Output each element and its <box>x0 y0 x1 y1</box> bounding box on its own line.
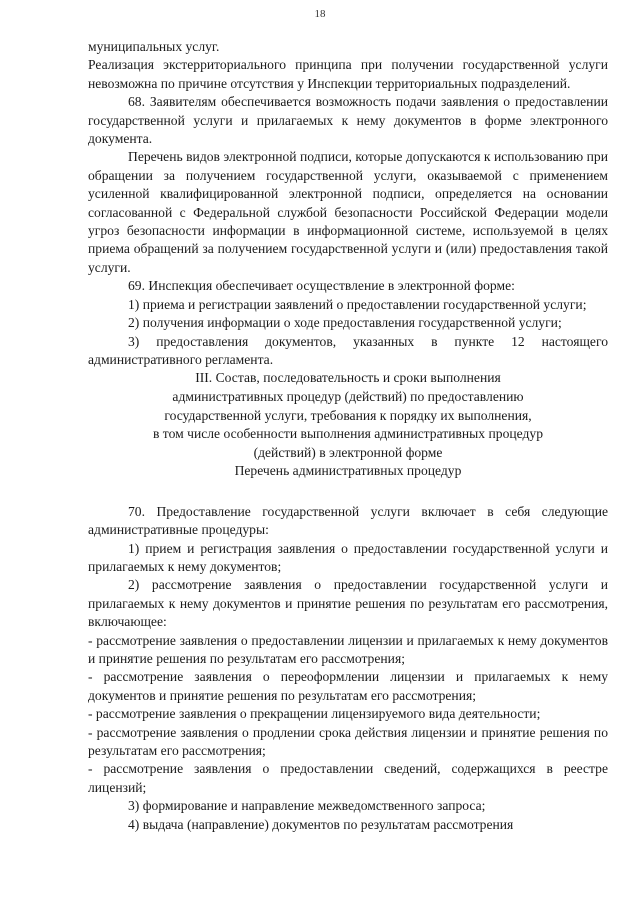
paragraph-70: 70. Предоставление государственной услуги включает в себя следующие административные процедуры: <box>88 503 608 538</box>
list-item: 1) приема и регистрации заявлений о предоставлении государственной услуги; <box>128 296 587 312</box>
list-item: 3) предоставления документов, указанных в пункте 12 настоящего административного регламента. <box>88 333 608 367</box>
list-item: 2) рассмотрение заявления о предоставлении государственной услуги и прилагаемых к нему документов и принятие решения по результатам его рассмотрения, включающее: <box>88 577 608 630</box>
paragraph: муниципальных услуг. <box>88 39 220 54</box>
paragraph: Перечень видов электронной подписи, которые допускаются к использованию при обращении за получением государственной услуги, оказываемой с применением усиленной квалифицированной электронной подписи, определяется на основании согласованной с Федеральной службой безопасности Российской Федерации модели угроз безопасности информации в информационной системе, используемой в целях приема обращений за получением государственной услуги и (или) предоставления такой услуги. <box>88 149 608 275</box>
list-item: 1) прием и регистрация заявления о предоставлении государственной услуги и прилагаемых к нему документов; <box>88 540 608 574</box>
dash-item: - рассмотрение заявления о предоставлении лицензии и прилагаемых к нему документов и принятие решения по результатам его рассмотрения; <box>88 632 608 666</box>
section-title-line: (действий) в электронной форме <box>253 444 443 460</box>
section-title <box>88 369 608 462</box>
dash-item: - рассмотрение заявления о прекращении лицензируемого вида деятельности; <box>88 706 541 722</box>
dash-item: - рассмотрение заявления о переоформлении лицензии и прилагаемых к нему документов и принятие решения по результатам его рассмотрения; <box>88 669 608 703</box>
section-subtitle: Перечень административных процедур <box>234 463 462 479</box>
page-number: 18 <box>314 8 326 20</box>
section-title-line: государственной услуги, требования к порядку их выполнения, <box>164 407 532 423</box>
list-item: 2) получения информации о ходе предоставления государственной услуги; <box>128 315 562 331</box>
paragraph-69: 69. Инспекция обеспечивает осуществление в электронной форме: <box>128 278 515 294</box>
dash-item: - рассмотрение заявления о предоставлении сведений, содержащихся в реестре лицензий; <box>88 761 608 795</box>
paragraph-68: 68. Заявителям обеспечивается возможность подачи заявления о предоставлении государственной услуги и прилагаемых к нему документов в форме электронного документа. <box>88 94 608 147</box>
dash-item: - рассмотрение заявления о продлении срока действия лицензии и принятие решения по результатам его рассмотрения; <box>88 724 608 758</box>
paragraph: Реализация экстерриториального принципа при получении государственной услуги невозможна по причине отсутствия у Инспекции территориальных подразделений. <box>88 57 608 91</box>
list-item: 3) формирование и направление межведомственного запроса; <box>128 798 486 814</box>
section-title-line: III. Состав, последовательность и сроки выполнения <box>195 370 501 386</box>
list-item: 4) выдача (направление) документов по результатам рассмотрения <box>128 816 514 832</box>
section-title-line: административных процедур (действий) по предоставлению <box>172 388 524 404</box>
document-body <box>88 38 608 834</box>
section-title-line: в том числе особенности выполнения административных процедур <box>152 426 544 442</box>
